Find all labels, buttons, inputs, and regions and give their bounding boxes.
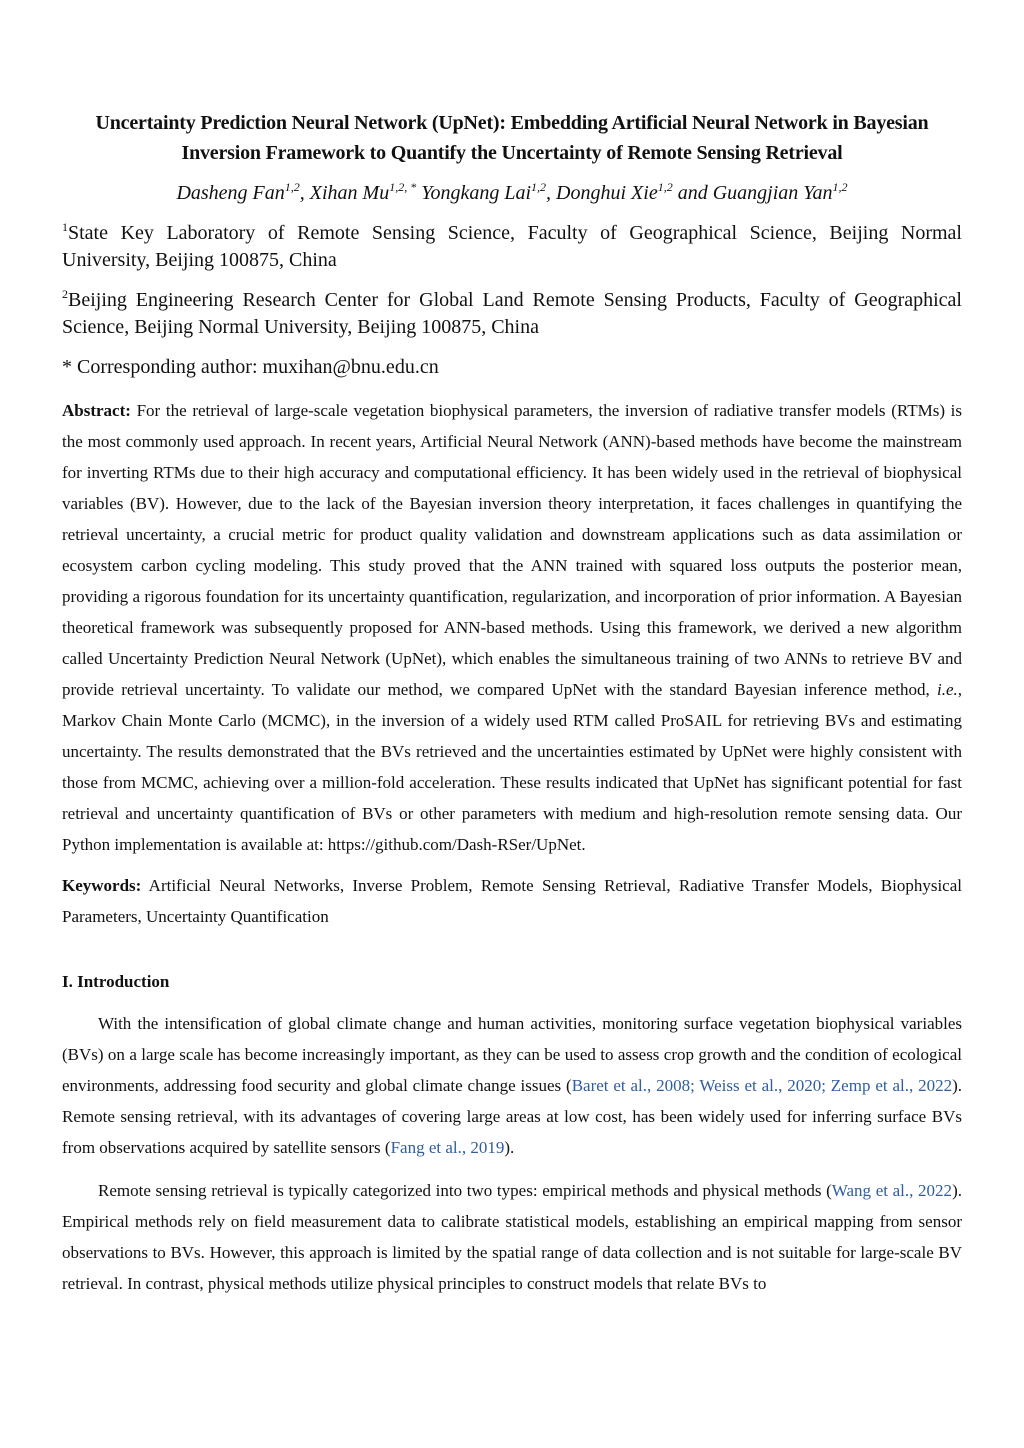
- citation-link[interactable]: Wang et al., 2022: [831, 1181, 953, 1200]
- citation-link[interactable]: Fang et al., 2019: [390, 1138, 505, 1157]
- author-separator: ,: [299, 182, 310, 204]
- corresponding-author: * Corresponding author: muxihan@bnu.edu.cn: [62, 356, 439, 378]
- author-list: [62, 180, 962, 206]
- intro-paragraph-1: [62, 1008, 962, 1163]
- author-separator: and: [672, 182, 713, 204]
- paragraph-text: With the intensification of global climate change and human activities, monitoring surface vegetation biophysical variables (BVs) on a large scale has become increasingly important, as they can be used to assess crop growth and the condition of ecological environments, addressing food security and global climate change issues (: [62, 1014, 962, 1095]
- citation-link[interactable]: Baret et al., 2008; Weiss et al., 2020; Zemp et al., 2022: [571, 1076, 953, 1095]
- author-name: Yongkang Lai: [421, 182, 532, 204]
- author-name: Donghui Xie: [556, 182, 658, 204]
- abstract: [62, 395, 962, 860]
- paragraph-text: ). Empirical methods rely on field measurement data to calibrate statistical models, establishing an empirical mapping from sensor observations to BVs. However, this approach is limited by the spatial range of data collection and is not suitable for large-scale BV retrieval. In contrast, physical methods utilize physical principles to construct models that relate BVs to: [62, 1181, 962, 1293]
- title-line-1: Uncertainty Prediction Neural Network (UpNet): Embedding Artificial Neural Network in Bayesian: [95, 112, 929, 134]
- author-affiliation-mark: 1,2: [657, 180, 673, 194]
- author-affiliation-mark: 1,2: [832, 180, 848, 194]
- keywords-text: Artificial Neural Networks, Inverse Problem, Remote Sensing Retrieval, Radiative Transfer Models, Biophysical Parameters, Uncertainty Quantification: [62, 876, 962, 926]
- keywords-label: Keywords:: [62, 876, 142, 895]
- author-name: Guangjian Yan: [712, 182, 833, 204]
- paragraph-text: ).: [504, 1138, 515, 1157]
- abstract-text: , Markov Chain Monte Carlo (MCMC), in the inversion of a widely used RTM called ProSAIL for retrieving BVs and estimating uncertainty. The results demonstrated that the BVs retrieved and the uncertainties estimated by UpNet were highly consistent with those from MCMC, achieving over a million-fold acceleration. These results indicated that UpNet has significant potential for fast retrieval and uncertainty quantification of BVs or other parameters with medium and high-resolution remote sensing data. Our Python implementation is available at: https://github.com/Dash-RSer/UpNet.: [62, 680, 962, 854]
- paragraph-text: ). Remote sensing retrieval, with its advantages of covering large areas at low cost, has been widely used for inferring surface BVs from observations acquired by satellite sensors (: [62, 1076, 962, 1157]
- affiliation-text: State Key Laboratory of Remote Sensing Science, Faculty of Geographical Science, Beijing Normal University, Beijing 100875, China: [62, 222, 962, 271]
- author-affiliation-mark: 1,2, *: [389, 180, 417, 194]
- abstract-label: Abstract:: [62, 401, 131, 420]
- affiliation-2: [62, 287, 962, 341]
- author-separator: ,: [546, 182, 557, 204]
- author-name: Dasheng Fan: [176, 182, 285, 204]
- affiliation-number: 2: [62, 287, 68, 301]
- abstract-ie: i.e.: [936, 680, 958, 699]
- title-line-2: Inversion Framework to Quantify the Uncertainty of Remote Sensing Retrieval: [181, 142, 843, 164]
- author-affiliation-mark: 1,2: [284, 180, 300, 194]
- author-name: Xihan Mu: [309, 182, 390, 204]
- section-heading-introduction: I. Introduction: [62, 972, 170, 991]
- abstract-text: For the retrieval of large-scale vegetation biophysical parameters, the inversion of radiative transfer models (RTMs) is the most commonly used approach. In recent years, Artificial Neural Network (ANN)-based methods have become the mainstream for inverting RTMs due to their high accuracy and computational efficiency. It has been widely used in the retrieval of biophysical variables (BV). However, due to the lack of the Bayesian inversion theory interpretation, it faces challenges in quantifying the retrieval uncertainty, a crucial metric for product quality validation and downstream applications such as data assimilation or ecosystem carbon cycling modeling. This study proved that the ANN trained with squared loss outputs the posterior mean, providing a rigorous foundation for its uncertainty quantification, regularization, and incorporation of prior information. A Bayesian theoretical framework was subsequently proposed for ANN-based methods. Using this framework, we derived a new algorithm called Uncertainty Prediction Neural Network (UpNet), which enables the simultaneous training of two ANNs to retrieve BV and provide retrieval uncertainty. To validate our method, we compared UpNet with the standard Bayesian inference method,: [62, 401, 962, 699]
- intro-paragraph-2: [62, 1175, 962, 1299]
- keywords: [62, 870, 962, 932]
- paper-page: [62, 100, 962, 1299]
- paragraph-text: Remote sensing retrieval is typically categorized into two types: empirical methods and physical methods (: [98, 1181, 832, 1200]
- affiliation-1: [62, 220, 962, 274]
- author-affiliation-mark: 1,2: [531, 180, 547, 194]
- affiliation-text: Beijing Engineering Research Center for Global Land Remote Sensing Products, Faculty of Geographical Science, Beijing Normal University, Beijing 100875, China: [62, 289, 962, 338]
- paper-title: [62, 108, 962, 168]
- affiliation-number: 1: [62, 220, 68, 234]
